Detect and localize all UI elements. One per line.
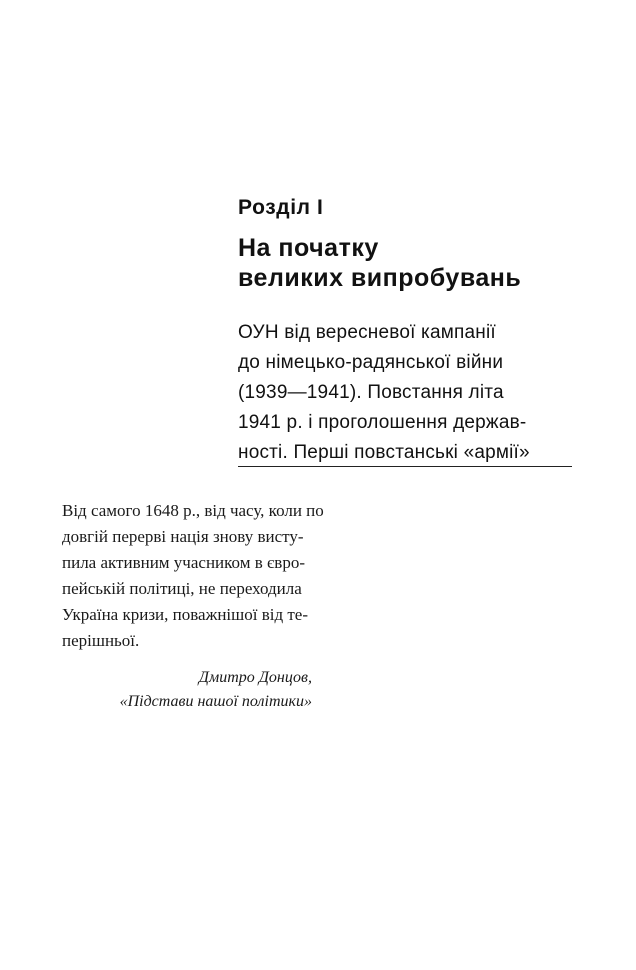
epigraph-attribution [62,666,312,714]
epigraph-line: Україна кризи, поважнішої від те- [62,605,308,624]
subtitle-divider [238,466,572,467]
chapter-title-line: На початку [238,234,379,262]
epigraph-line: довгій перерві нація знову висту- [62,527,304,546]
epigraph-line: Від самого 1648 р., від часу, коли по [62,501,324,520]
epigraph-author: Дмитро Донцов, [198,669,312,686]
chapter-subtitle-line: ності. Перші повстанські «армії» [238,442,530,463]
chapter-title-line: великих випробувань [238,264,522,292]
epigraph-quote [62,498,324,654]
epigraph-line: перішньої. [62,631,140,650]
epigraph-line: пила активним учасником в євро- [62,553,305,572]
chapter-subtitle-line: ОУН від вересневої кампанії [238,322,496,343]
chapter-title [238,233,598,293]
chapter-subtitle-line: до німецько-радянської війни [238,352,504,373]
epigraph-line: пейській політиці, не переходила [62,579,302,598]
chapter-subtitle-line: 1941 р. і проголошення держав- [238,412,527,433]
epigraph-work: «Підстави нашої політики» [119,693,312,710]
chapter-subtitle-line: (1939—1941). Повстання літа [238,382,504,403]
chapter-number: Розділ І [238,196,324,219]
chapter-subtitle [238,318,598,468]
epigraph [62,498,324,714]
